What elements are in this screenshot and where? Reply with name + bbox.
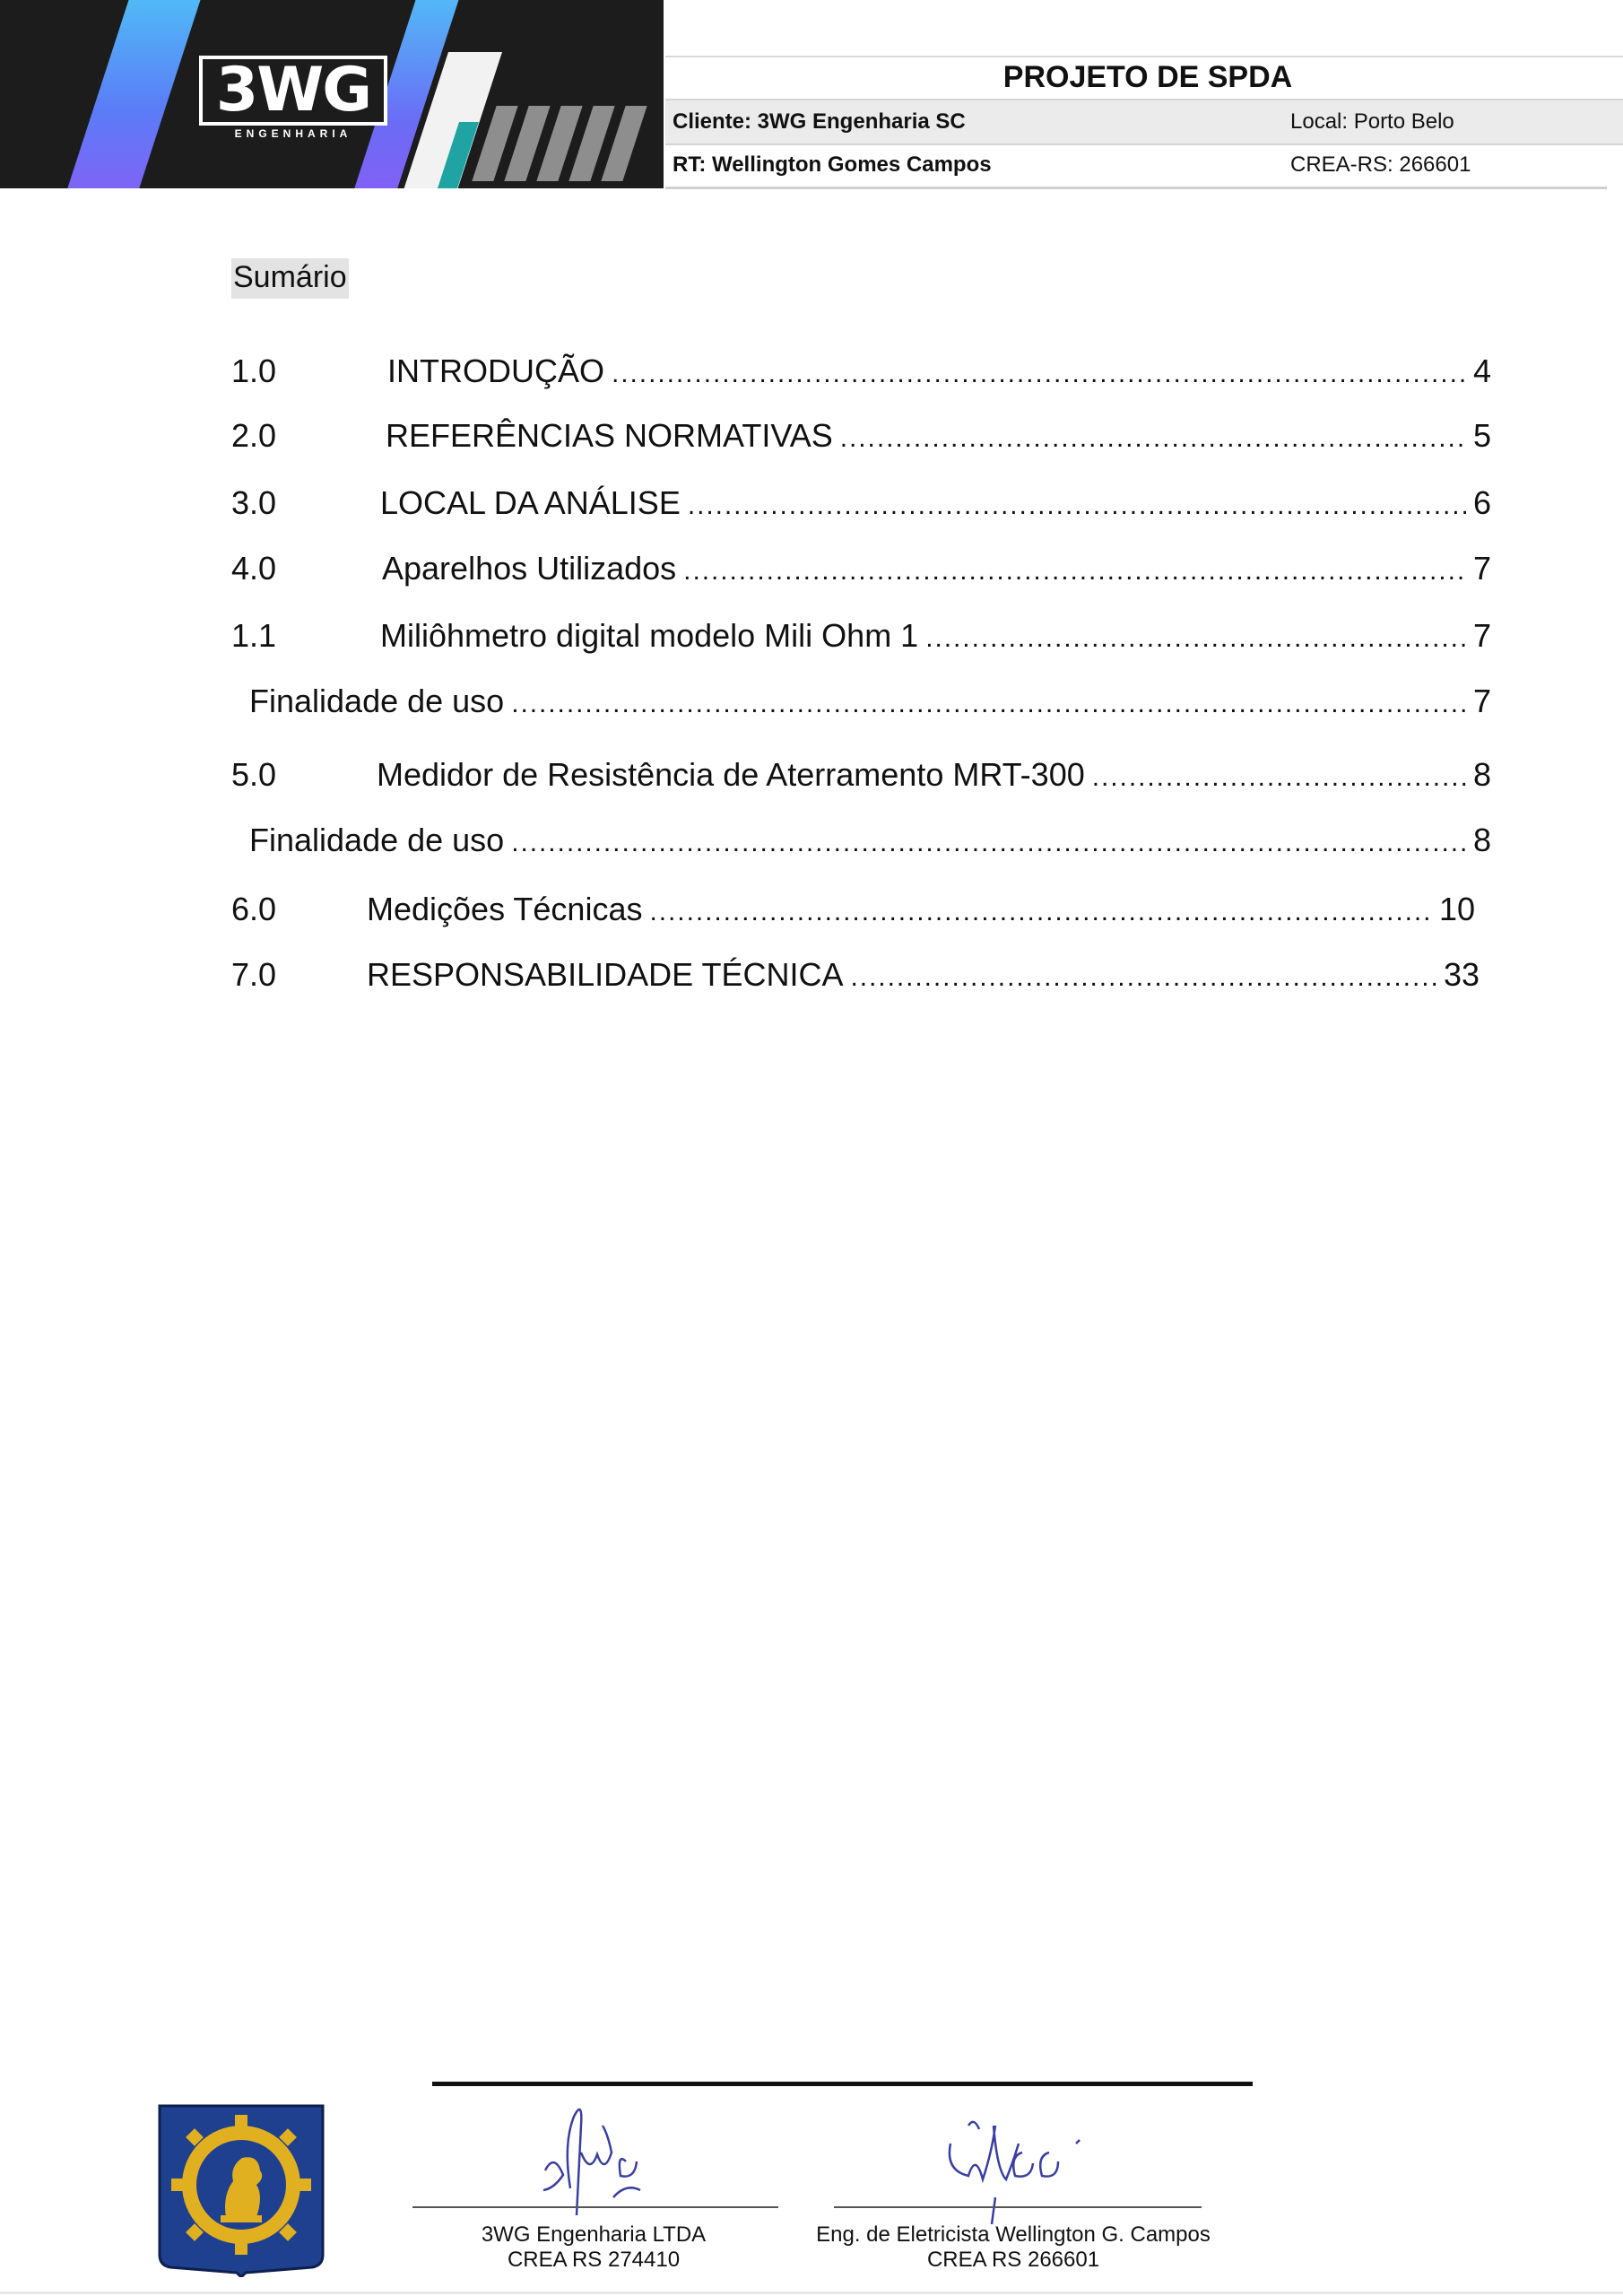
toc-entry-title: Finalidade de uso [249, 683, 505, 719]
toc-entry[interactable] [231, 483, 1491, 523]
logo-text: 3WG [215, 55, 371, 126]
toc-heading: Sumário [231, 258, 349, 299]
toc-entry-page: 8 [1472, 822, 1491, 858]
toc-leader-dots [683, 549, 1466, 588]
toc-leader-dots [511, 821, 1466, 860]
toc-entry-page: 7 [1472, 683, 1491, 719]
signer-registration: CREA RS 266601 [926, 2248, 1100, 2272]
signature-line [834, 2206, 1202, 2208]
toc-leader-dots [840, 416, 1466, 456]
toc-entry[interactable] [231, 955, 1480, 995]
toc-entry-number: 1.0 [231, 352, 277, 389]
toc-leader-dots [925, 616, 1466, 656]
toc-leader-dots [850, 955, 1436, 995]
location-label: Local: Porto Belo [1290, 109, 1454, 134]
header-row-rt [665, 144, 1607, 189]
toc-entry[interactable] [231, 616, 1491, 656]
toc-leader-dots [511, 682, 1466, 721]
toc-entry-title: LOCAL DA ANÁLISE [380, 484, 681, 521]
signature-block-company [414, 2222, 773, 2273]
toc-entry-page: 5 [1472, 417, 1491, 454]
toc-entry-title: RESPONSABILIDADE TÉCNICA [367, 956, 844, 993]
toc-entry-page: 8 [1472, 756, 1491, 793]
footer-rule [432, 2082, 1253, 2086]
toc-leader-dots [649, 890, 1431, 929]
company-logo [199, 56, 387, 126]
signer-name: 3WG Engenharia LTDA [481, 2222, 707, 2247]
toc-entry-number: 3.0 [231, 484, 277, 521]
toc-entry[interactable] [231, 416, 1491, 456]
toc-entry-page: 33 [1443, 956, 1480, 993]
toc-entry-page: 4 [1472, 352, 1491, 389]
signer-registration: CREA RS 274410 [507, 2248, 681, 2272]
toc-entry-title: INTRODUÇÃO [387, 352, 604, 389]
document-title [665, 56, 1623, 102]
toc-entry[interactable] [249, 682, 1491, 721]
toc-entry-number: 7.0 [231, 956, 277, 993]
crea-seal-icon [156, 2102, 326, 2277]
toc-entry-title: Medidor de Resistência de Aterramento MRT-300 [377, 756, 1085, 793]
client-label: Cliente: 3WG Engenharia SC [673, 109, 966, 134]
banner-stripe [59, 0, 206, 188]
header-banner [0, 0, 664, 188]
toc-entry[interactable] [231, 549, 1491, 588]
toc-entry[interactable] [249, 821, 1491, 860]
toc-entry[interactable] [231, 352, 1491, 391]
toc-entry-page: 6 [1472, 484, 1491, 521]
crea-label: CREA-RS: 266601 [1290, 152, 1471, 177]
toc-entry-title: Miliôhmetro digital modelo Mili Ohm 1 [380, 617, 919, 654]
toc-leader-dots [612, 352, 1466, 391]
toc-entry-number: 5.0 [231, 756, 277, 793]
toc-entry-number: 6.0 [231, 891, 277, 927]
header-row-client [665, 99, 1623, 145]
signer-name: Eng. de Eletricista Wellington G. Campos [816, 2222, 1211, 2247]
banner-bars [484, 106, 635, 181]
toc-entry[interactable] [231, 755, 1491, 795]
page-bottom-rule [0, 2292, 1623, 2294]
toc-entry-title: Aparelhos Utilizados [382, 550, 677, 587]
toc-entry-number: 1.1 [231, 617, 277, 654]
signature-3wg-icon [527, 2090, 662, 2224]
toc-leader-dots [1092, 755, 1466, 795]
toc-entry-page: 7 [1472, 617, 1491, 654]
signature-line [412, 2206, 778, 2208]
toc-entry-number: 4.0 [231, 550, 277, 587]
toc-entry-title: REFERÊNCIAS NORMATIVAS [386, 417, 833, 454]
logo-subtitle: ENGENHARIA [234, 127, 352, 140]
toc-leader-dots [688, 483, 1466, 523]
signature-wgc-icon [933, 2090, 1112, 2224]
toc-entry-number: 2.0 [231, 417, 277, 454]
toc-entry-page: 7 [1472, 550, 1491, 587]
toc-entry-title: Medições Técnicas [367, 891, 643, 927]
signature-block-engineer [789, 2222, 1237, 2273]
document-title-text: PROJETO DE SPDA [1002, 60, 1293, 94]
rt-label: RT: Wellington Gomes Campos [673, 152, 992, 177]
toc-entry[interactable] [231, 890, 1475, 929]
toc-entry-title: Finalidade de uso [249, 822, 505, 858]
toc-entry-page: 10 [1438, 891, 1475, 927]
